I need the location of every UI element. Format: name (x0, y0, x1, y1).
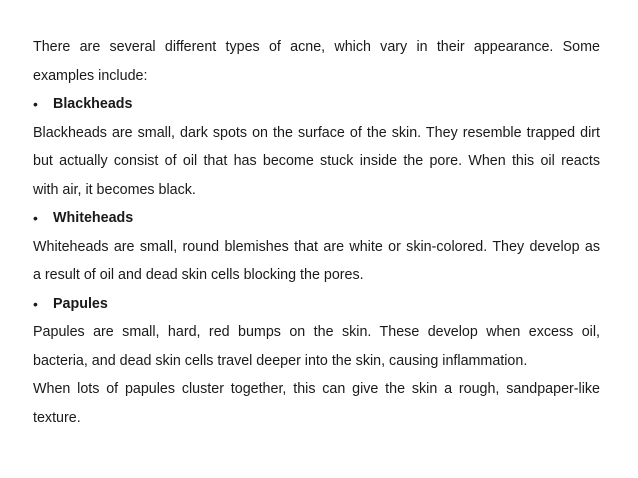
bullet-item-whiteheads (33, 204, 600, 233)
paragraph-line: When lots of papules cluster together, this can give the skin a rough, sandpaper-like (33, 381, 600, 397)
document-page (33, 33, 600, 432)
paragraph-line: Papules are small, hard, red bumps on the skin. These develop when excess oil, (33, 324, 600, 340)
bullet-icon: • (33, 210, 38, 226)
intro-line: There are several different types of acne, which vary in their appearance. Some (33, 39, 600, 55)
bullet-item-papules (33, 290, 600, 319)
bullet-icon: • (33, 96, 38, 112)
paragraph-line: texture. (33, 409, 81, 426)
section-heading: Papules (53, 295, 108, 312)
bullet-icon: • (33, 295, 38, 312)
paragraph-line: Blackheads are small, dark spots on the surface of the skin. They resemble trapped dirt (33, 124, 600, 141)
section-heading: Blackheads (53, 96, 133, 112)
paragraph-line: with air, it becomes black. (33, 181, 196, 198)
bullet-item-blackheads (33, 90, 600, 119)
intro-line: examples include: (33, 67, 148, 84)
paragraph-line: a result of oil and dead skin cells blocking the pores. (33, 267, 364, 283)
paragraph-line: Whiteheads are small, round blemishes that are white or skin-colored. They develop as (33, 238, 600, 255)
section-heading: Whiteheads (53, 210, 134, 226)
paragraph-line: but actually consist of oil that has become stuck inside the pore. When this oil reacts (33, 153, 600, 169)
paragraph-line: bacteria, and dead skin cells travel deeper into the skin, causing inflammation. (33, 352, 528, 369)
